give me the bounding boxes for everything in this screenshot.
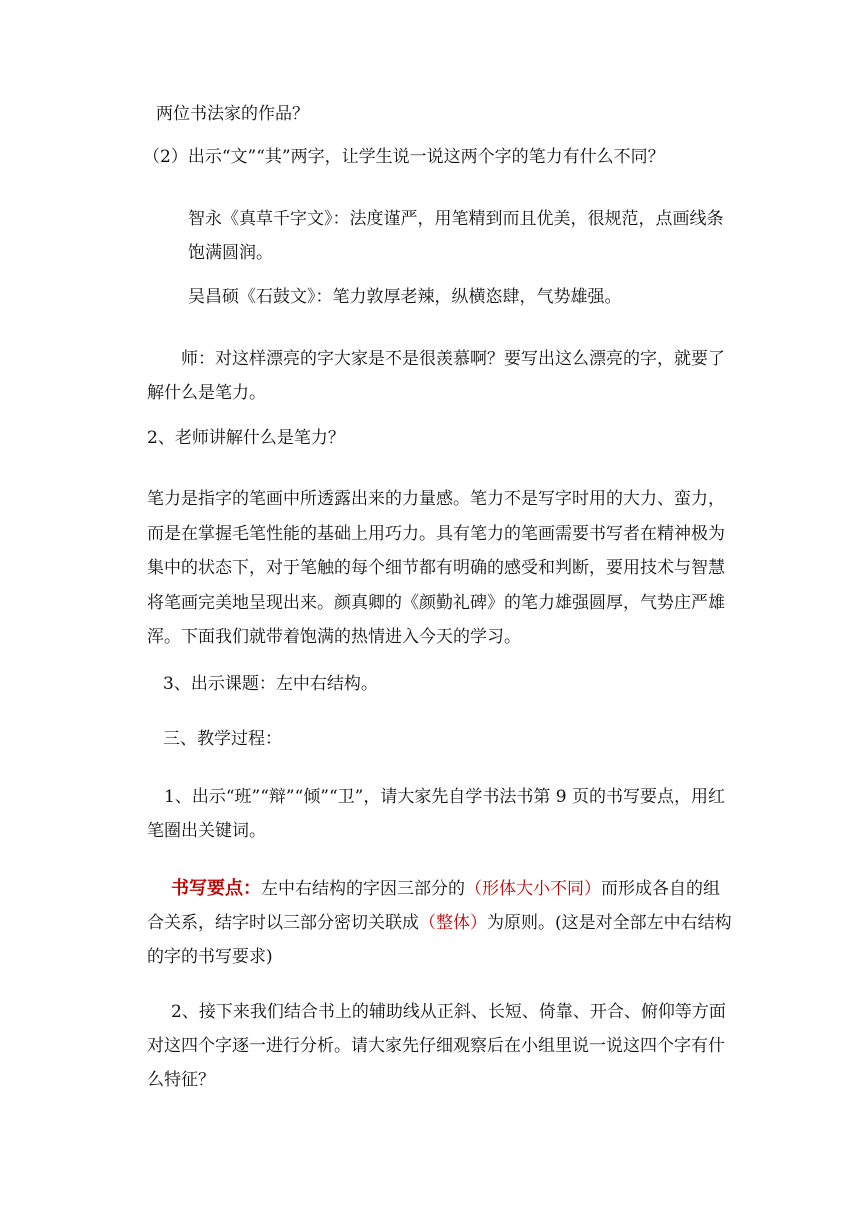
writing-key-points [147,872,732,974]
key-points-label: 书写要点： [171,878,261,899]
bili-paragraph: 笔力是指字的笔画中所透露出来的力量感。笔力不是写字时用的大力、蛮力，而是在掌握毛笔性能的基础上用巧力。具有笔力的笔画需要书写者在精神极为集中的状态下，对于笔触的每个细节都有明确的感受和判断，要用技术与智慧将笔画完美地呈现出来。颜真卿的《颜勤礼碑》的笔力雄强圆厚，气势庄严雄浑。下面我们就带着饱满的热情进入今天的学习。 [147,489,725,647]
keyword-shape-size: （形体大小不同） [465,879,601,899]
step-1-instruction: 1、出示“班”“辩”“倾”“卫”，请大家先自学书法书第 9 页的书写要点，用红笔圈出关键词。 [147,787,725,841]
key-points-text-2: 而形成各自的组合关系，结字时以三部分密切关联成 [147,879,720,933]
item-2-prompt: （2）出示“文”“其”两字，让学生说一说这两个字的笔力有什么不同？ [143,147,665,167]
wuchangshuo-description: 吴昌硕《石鼓文》：笔力敦厚老辣，纵横恣肆，气势雄强。 [188,287,622,307]
teacher-remark: 师：对这样漂亮的字大家是不是很羡慕啊？要写出这么漂亮的字，就要了解什么是笔力。 [147,349,725,403]
line-continuation: 两位书法家的作品？ [156,104,309,124]
item-2-title: 2、老师讲解什么是笔力？ [147,428,345,448]
zhiyong-description: 智永《真草千字文》：法度谨严，用笔精到而且优美，很规范，点画线条饱满圆润。 [188,209,724,263]
key-points-text-3: 为原则。(这是对全部左中右结构的字的书写要求) [147,913,732,967]
item-3-topic: 3、出示课题：左中右结构。 [163,674,378,694]
keyword-whole: （整体） [419,913,487,933]
section-3-heading: 三、教学过程： [163,729,282,749]
key-points-text-1: 左中右结构的字因三部分的 [261,879,465,899]
step-2-instruction: 2、接下来我们结合书上的辅助线从正斜、长短、倚靠、开合、俯仰等方面对这四个字逐一进行分析。请大家先仔细观察后在小组里说一说这四个字有什么特征？ [147,1002,726,1090]
